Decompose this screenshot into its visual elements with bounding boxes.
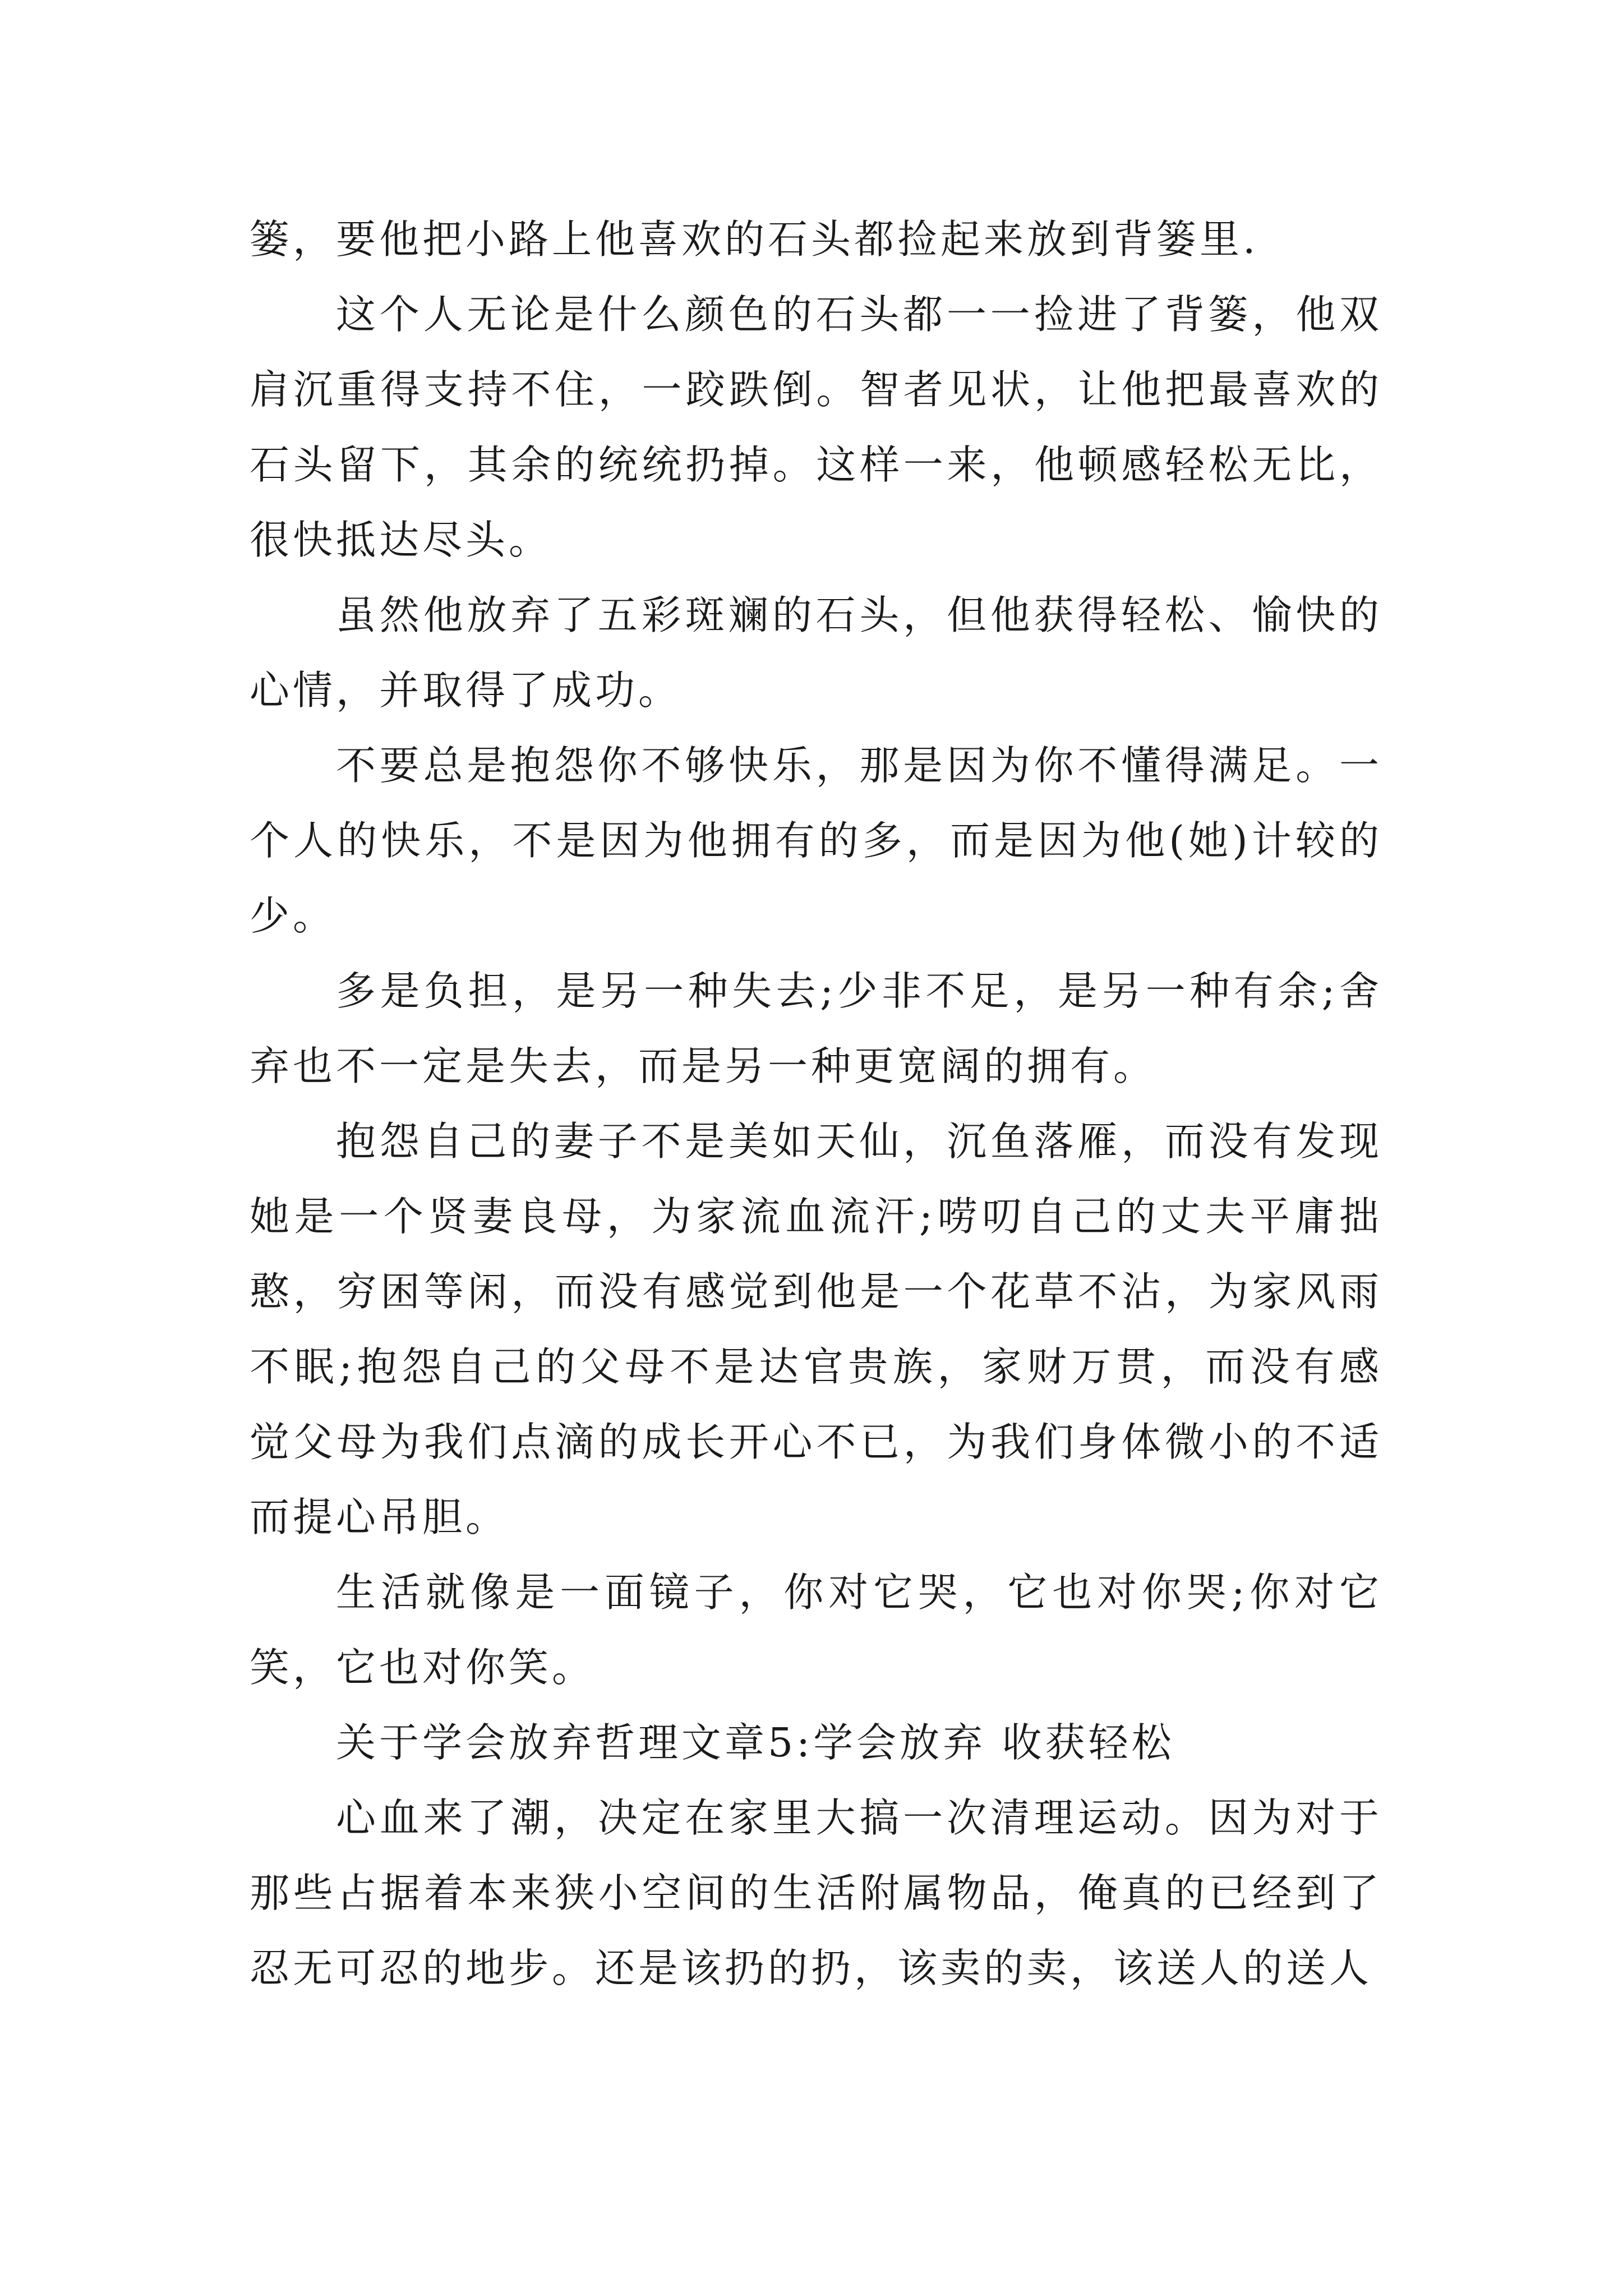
paragraph: 不要总是抱怨你不够快乐，那是因为你不懂得满足。一个人的快乐，不是因为他拥有的多，而是因为他(她)计较的少。 [250,742,1382,939]
body-text [250,202,1382,2006]
paragraph: 这个人无论是什么颜色的石头都一一捡进了背篓，他双肩沉重得支持不住，一跤跌倒。智者见状，让他把最喜欢的石头留下，其余的统统扔掉。这样一来，他顿感轻松无比，很快抵达尽头。 [250,291,1382,563]
section-heading: 关于学会放弃哲理文章5:学会放弃 收获轻松 [336,1719,1175,1766]
paragraph: 生活就像是一面镜子，你对它哭，它也对你哭;你对它笑，它也对你笑。 [250,1569,1382,1691]
paragraph: 抱怨自己的妻子不是美如天仙，沉鱼落雁，而没有发现她是一个贤妻良母，为家流血流汗;唠叨自己的丈夫平庸拙憨，穷困等闲，而没有感觉到他是一个花草不沾，为家风雨不眠;抱怨自己的父母不是达官贵族，家财万贯，而没有感觉父母为我们点滴的成长开心不已，为我们身体微小的不适而提心吊胆。 [250,1118,1382,1540]
paragraph: 心血来了潮，决定在家里大搞一次清理运动。因为对于那些占据着本来狭小空间的生活附属物品，俺真的已经到了忍无可忍的地步。还是该扔的扔，该卖的卖，该送人的送人 [250,1795,1382,1991]
paragraph-continuation: 篓，要他把小路上他喜欢的石头都捡起来放到背篓里. [250,216,1259,263]
paragraph: 多是负担，是另一种失去;少非不足，是另一种有余;舍弃也不一定是失去，而是另一种更宽阔的拥有。 [250,968,1382,1089]
paragraph: 虽然他放弃了五彩斑斓的石头，但他获得轻松、愉快的心情，并取得了成功。 [250,592,1382,714]
